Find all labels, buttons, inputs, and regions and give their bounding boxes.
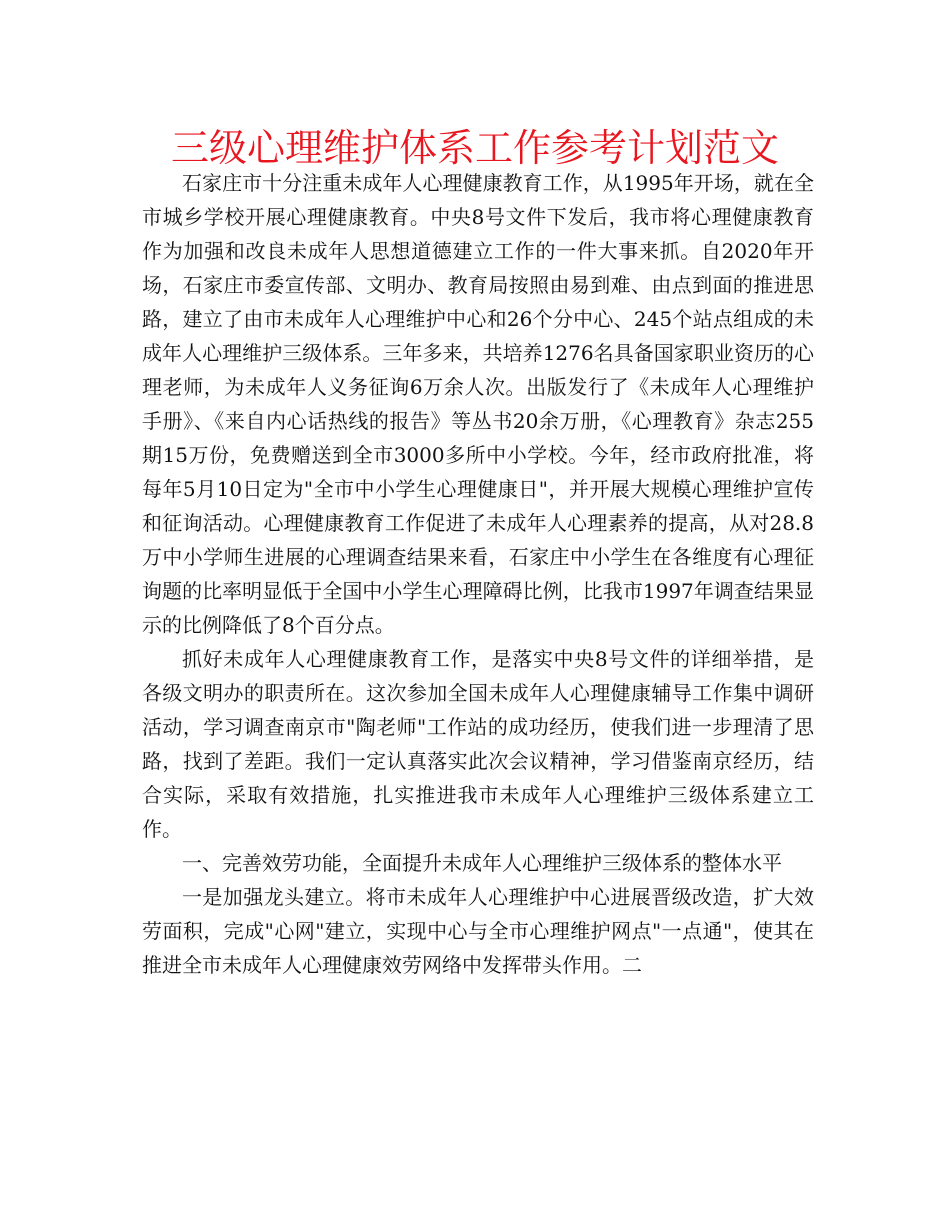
paragraph-3: 一是加强龙头建立。将市未成年人心理维护中心进展晋级改造，扩大效劳面积，完成"心网"建立，实现中心与全市心理维护网点"一点通"，使其在推进全市未成年人心理健康效劳网络中发挥带头作用。二 [142,885,814,977]
document-body [142,166,814,982]
document-title: 三级心理维护体系工作参考计划范文 [170,126,779,170]
section-heading-1: 一、完善效劳功能，全面提升未成年人心理维护三级体系的整体水平 [182,851,782,875]
paragraph-2: 抓好未成年人心理健康教育工作，是落实中央8号文件的详细举措，是各级文明办的职责所在。这次参加全国未成年人心理健康辅导工作集中调研活动，学习调查南京市"陶老师"工作站的成功经历，使我们进一步理清了思路，找到了差距。我们一定认真落实此次会议精神，学习借鉴南京经历，结合实际，采取有效措施，扎实推进我市未成年人心理维护三级体系建立工作。 [142,647,814,841]
paragraph-1: 石家庄市十分注重未成年人心理健康教育工作，从1995年开场，就在全市城乡学校开展心理健康教育。中央8号文件下发后，我市将心理健康教育作为加强和改良未成年人思想道德建立工作的一件大事来抓。自2020年开场，石家庄市委宣传部、文明办、教育局按照由易到难、由点到面的推进思路，建立了由市未成年人心理维护中心和26个分中心、245个站点组成的未成年人心理维护三级体系。三年多来，共培养1276名具备国家职业资历的心理老师，为未成年人义务征询6万余人次。出版发行了《未成年人心理维护手册》、《来自内心话热线的报告》等丛书20余万册，《心理教育》杂志255期15万份，免费赠送到全市3000多所中小学校。今年，经市政府批准，将每年5月10日定为"全市中小学生心理健康日"，并开展大规模心理维护宣传和征询活动。心理健康教育工作促进了未成年人心理素养的提高，从对28.8万中小学师生进展的心理调查结果来看，石家庄中小学生在各维度有心理征询题的比率明显低于全国中小学生心理障碍比例，比我市1997年调查结果显示的比例降低了8个百分点。 [142,171,814,637]
